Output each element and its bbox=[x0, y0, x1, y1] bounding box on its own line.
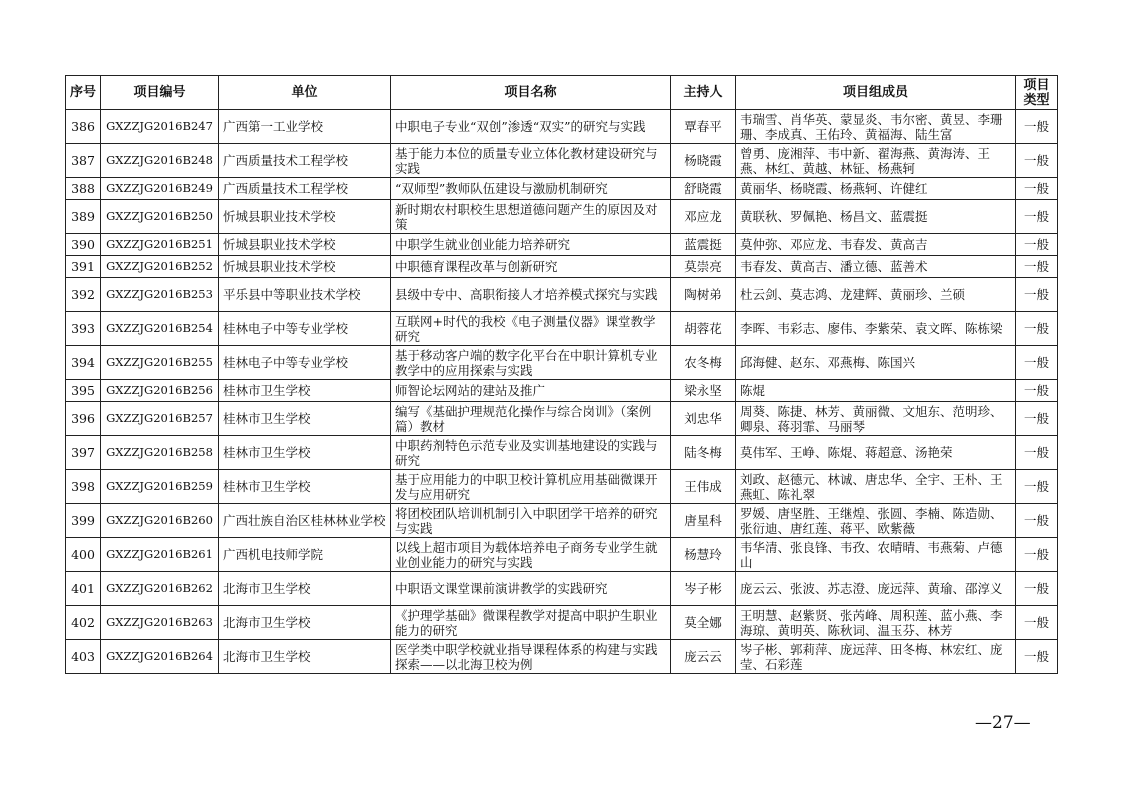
cell-host: 唐星科 bbox=[671, 504, 736, 538]
cell-host: 陶树弟 bbox=[671, 278, 736, 312]
cell-seq: 388 bbox=[66, 178, 101, 200]
cell-code: GXZZJG2016B261 bbox=[101, 538, 219, 572]
cell-type: 一般 bbox=[1016, 470, 1058, 504]
cell-code: GXZZJG2016B251 bbox=[101, 234, 219, 256]
cell-members: 邱海健、赵东、邓燕梅、陈国兴 bbox=[736, 346, 1016, 380]
table-row bbox=[66, 436, 1058, 470]
cell-host: 杨晓霞 bbox=[671, 144, 736, 178]
cell-name: 将团校团队培训机制引入中职团学干培养的研究与实践 bbox=[391, 504, 671, 538]
cell-unit: 桂林市卫生学校 bbox=[219, 402, 391, 436]
cell-type: 一般 bbox=[1016, 380, 1058, 402]
cell-code: GXZZJG2016B252 bbox=[101, 256, 219, 278]
cell-members: 韦华清、张良锋、韦孜、农晴晴、韦燕菊、卢德山 bbox=[736, 538, 1016, 572]
cell-host: 梁永坚 bbox=[671, 380, 736, 402]
table-body bbox=[66, 110, 1058, 674]
cell-members: 罗媛、唐坚胜、王继煌、张圆、李楠、陈造勋、张衍迪、唐红莲、蒋平、欧紫薇 bbox=[736, 504, 1016, 538]
table-row bbox=[66, 470, 1058, 504]
cell-unit: 广西壮族自治区桂林林业学校 bbox=[219, 504, 391, 538]
cell-members: 韦瑞雪、肖华英、蒙显炎、韦尔密、黄昱、李珊珊、李成真、王佑玲、黄福海、陆生富 bbox=[736, 110, 1016, 144]
table-row bbox=[66, 256, 1058, 278]
cell-name: “双师型”教师队伍建设与激励机制研究 bbox=[391, 178, 671, 200]
cell-unit: 平乐县中等职业技术学校 bbox=[219, 278, 391, 312]
cell-type: 一般 bbox=[1016, 436, 1058, 470]
table-row bbox=[66, 346, 1058, 380]
cell-members: 曾勇、庞湘萍、韦中新、翟海燕、黄海涛、王燕、林红、黄越、林钲、杨燕轲 bbox=[736, 144, 1016, 178]
cell-type: 一般 bbox=[1016, 178, 1058, 200]
cell-name: 以线上超市项目为载体培养电子商务专业学生就业创业能力的研究与实践 bbox=[391, 538, 671, 572]
cell-type: 一般 bbox=[1016, 278, 1058, 312]
cell-type: 一般 bbox=[1016, 402, 1058, 436]
header-seq: 序号 bbox=[66, 76, 101, 110]
cell-name: 师智论坛网站的建站及推广 bbox=[391, 380, 671, 402]
cell-members: 黄联秋、罗佩艳、杨昌文、蓝震挺 bbox=[736, 200, 1016, 234]
cell-seq: 391 bbox=[66, 256, 101, 278]
cell-name: 中职学生就业创业能力培养研究 bbox=[391, 234, 671, 256]
cell-members: 庞云云、张波、苏志澄、庞远萍、黄瑜、邵淳义 bbox=[736, 572, 1016, 606]
cell-seq: 394 bbox=[66, 346, 101, 380]
cell-unit: 北海市卫生学校 bbox=[219, 640, 391, 674]
cell-name: 中职语文课堂课前演讲教学的实践研究 bbox=[391, 572, 671, 606]
table-row bbox=[66, 234, 1058, 256]
cell-host: 莫崇亮 bbox=[671, 256, 736, 278]
cell-unit: 北海市卫生学校 bbox=[219, 572, 391, 606]
cell-code: GXZZJG2016B250 bbox=[101, 200, 219, 234]
project-table bbox=[65, 75, 1058, 674]
header-unit: 单位 bbox=[219, 76, 391, 110]
cell-type: 一般 bbox=[1016, 234, 1058, 256]
header-members: 项目组成员 bbox=[736, 76, 1016, 110]
cell-seq: 399 bbox=[66, 504, 101, 538]
cell-members: 莫仲弥、邓应龙、韦春发、黄高吉 bbox=[736, 234, 1016, 256]
table-row bbox=[66, 640, 1058, 674]
cell-name: 县级中专中、高职衔接人才培养模式探究与实践 bbox=[391, 278, 671, 312]
cell-unit: 忻城县职业技术学校 bbox=[219, 200, 391, 234]
cell-members: 陈焜 bbox=[736, 380, 1016, 402]
cell-unit: 广西质量技术工程学校 bbox=[219, 144, 391, 178]
cell-unit: 广西质量技术工程学校 bbox=[219, 178, 391, 200]
cell-unit: 忻城县职业技术学校 bbox=[219, 234, 391, 256]
table-row bbox=[66, 402, 1058, 436]
cell-unit: 桂林电子中等专业学校 bbox=[219, 346, 391, 380]
cell-seq: 386 bbox=[66, 110, 101, 144]
header-host: 主持人 bbox=[671, 76, 736, 110]
table-row bbox=[66, 144, 1058, 178]
cell-unit: 桂林市卫生学校 bbox=[219, 436, 391, 470]
cell-code: GXZZJG2016B262 bbox=[101, 572, 219, 606]
cell-type: 一般 bbox=[1016, 110, 1058, 144]
cell-type: 一般 bbox=[1016, 572, 1058, 606]
cell-unit: 广西第一工业学校 bbox=[219, 110, 391, 144]
cell-seq: 393 bbox=[66, 312, 101, 346]
header-code: 项目编号 bbox=[101, 76, 219, 110]
cell-members: 莫伟军、王峥、陈焜、蒋超意、汤艳荣 bbox=[736, 436, 1016, 470]
cell-host: 陆冬梅 bbox=[671, 436, 736, 470]
table-row bbox=[66, 110, 1058, 144]
cell-code: GXZZJG2016B249 bbox=[101, 178, 219, 200]
cell-name: 新时期农村职校生思想道德问题产生的原因及对策 bbox=[391, 200, 671, 234]
cell-code: GXZZJG2016B260 bbox=[101, 504, 219, 538]
cell-seq: 402 bbox=[66, 606, 101, 640]
cell-host: 王伟成 bbox=[671, 470, 736, 504]
table-row bbox=[66, 200, 1058, 234]
table-row bbox=[66, 312, 1058, 346]
table-row bbox=[66, 572, 1058, 606]
cell-seq: 401 bbox=[66, 572, 101, 606]
cell-seq: 403 bbox=[66, 640, 101, 674]
cell-host: 邓应龙 bbox=[671, 200, 736, 234]
cell-type: 一般 bbox=[1016, 640, 1058, 674]
cell-unit: 忻城县职业技术学校 bbox=[219, 256, 391, 278]
table-row bbox=[66, 380, 1058, 402]
cell-code: GXZZJG2016B257 bbox=[101, 402, 219, 436]
cell-host: 覃春平 bbox=[671, 110, 736, 144]
cell-members: 李晖、韦彩志、廖伟、李紫荣、袁文晖、陈栋梁 bbox=[736, 312, 1016, 346]
cell-name: 基于能力本位的质量专业立体化教材建设研究与实践 bbox=[391, 144, 671, 178]
cell-code: GXZZJG2016B247 bbox=[101, 110, 219, 144]
cell-host: 莫全娜 bbox=[671, 606, 736, 640]
cell-seq: 390 bbox=[66, 234, 101, 256]
cell-name: 中职电子专业“双创”渗透“双实”的研究与实践 bbox=[391, 110, 671, 144]
cell-seq: 389 bbox=[66, 200, 101, 234]
cell-host: 庞云云 bbox=[671, 640, 736, 674]
cell-host: 杨慧玲 bbox=[671, 538, 736, 572]
cell-unit: 桂林市卫生学校 bbox=[219, 380, 391, 402]
cell-type: 一般 bbox=[1016, 504, 1058, 538]
cell-unit: 桂林电子中等专业学校 bbox=[219, 312, 391, 346]
cell-members: 刘政、赵德元、林诚、唐忠华、全宇、王朴、王燕虹、陈礼翠 bbox=[736, 470, 1016, 504]
table-row bbox=[66, 538, 1058, 572]
cell-name: 互联网+时代的我校《电子测量仪器》课堂教学研究 bbox=[391, 312, 671, 346]
cell-code: GXZZJG2016B255 bbox=[101, 346, 219, 380]
cell-name: 基于应用能力的中职卫校计算机应用基础微课开发与应用研究 bbox=[391, 470, 671, 504]
cell-type: 一般 bbox=[1016, 200, 1058, 234]
cell-members: 黄丽华、杨晓霞、杨燕轲、许健红 bbox=[736, 178, 1016, 200]
cell-members: 周葵、陈捷、林芳、黄丽微、文旭东、范明珍、卿泉、蒋羽霏、马丽琴 bbox=[736, 402, 1016, 436]
cell-host: 农冬梅 bbox=[671, 346, 736, 380]
cell-host: 蓝震挺 bbox=[671, 234, 736, 256]
cell-members: 韦春发、黄高吉、潘立德、蓝善术 bbox=[736, 256, 1016, 278]
cell-code: GXZZJG2016B254 bbox=[101, 312, 219, 346]
cell-seq: 392 bbox=[66, 278, 101, 312]
cell-unit: 广西机电技师学院 bbox=[219, 538, 391, 572]
cell-code: GXZZJG2016B259 bbox=[101, 470, 219, 504]
cell-code: GXZZJG2016B263 bbox=[101, 606, 219, 640]
table-row bbox=[66, 606, 1058, 640]
cell-code: GXZZJG2016B258 bbox=[101, 436, 219, 470]
cell-seq: 395 bbox=[66, 380, 101, 402]
cell-code: GXZZJG2016B248 bbox=[101, 144, 219, 178]
cell-seq: 400 bbox=[66, 538, 101, 572]
cell-code: GXZZJG2016B256 bbox=[101, 380, 219, 402]
cell-seq: 387 bbox=[66, 144, 101, 178]
page-number: —27— bbox=[975, 713, 1031, 733]
cell-name: 编写《基础护理规范化操作与综合岗训》（案例篇）教材 bbox=[391, 402, 671, 436]
cell-type: 一般 bbox=[1016, 346, 1058, 380]
header-type: 项目类型 bbox=[1016, 76, 1058, 110]
cell-type: 一般 bbox=[1016, 256, 1058, 278]
cell-host: 胡蓉花 bbox=[671, 312, 736, 346]
cell-type: 一般 bbox=[1016, 606, 1058, 640]
cell-code: GXZZJG2016B264 bbox=[101, 640, 219, 674]
cell-name: 《护理学基础》微课程教学对提高中职护生职业能力的研究 bbox=[391, 606, 671, 640]
cell-host: 舒晓霞 bbox=[671, 178, 736, 200]
cell-seq: 397 bbox=[66, 436, 101, 470]
cell-members: 岑子彬、郭莉萍、庞远萍、田冬梅、林宏红、庞莹、石彩莲 bbox=[736, 640, 1016, 674]
cell-code: GXZZJG2016B253 bbox=[101, 278, 219, 312]
cell-type: 一般 bbox=[1016, 538, 1058, 572]
table-row bbox=[66, 504, 1058, 538]
header-name: 项目名称 bbox=[391, 76, 671, 110]
cell-unit: 北海市卫生学校 bbox=[219, 606, 391, 640]
cell-host: 岑子彬 bbox=[671, 572, 736, 606]
cell-host: 刘忠华 bbox=[671, 402, 736, 436]
table-row bbox=[66, 178, 1058, 200]
cell-name: 中职药剂特色示范专业及实训基地建设的实践与研究 bbox=[391, 436, 671, 470]
cell-name: 中职德育课程改革与创新研究 bbox=[391, 256, 671, 278]
table-row bbox=[66, 278, 1058, 312]
cell-type: 一般 bbox=[1016, 144, 1058, 178]
cell-members: 杜云剑、莫志鸿、龙建辉、黄丽珍、兰硕 bbox=[736, 278, 1016, 312]
cell-name: 医学类中职学校就业指导课程体系的构建与实践探索——以北海卫校为例 bbox=[391, 640, 671, 674]
cell-members: 王明慧、赵紫贤、张芮峰、周积莲、蓝小燕、李海琼、黄明英、陈秋词、温玉芬、林芳 bbox=[736, 606, 1016, 640]
table-header-row bbox=[66, 76, 1058, 110]
cell-type: 一般 bbox=[1016, 312, 1058, 346]
cell-unit: 桂林市卫生学校 bbox=[219, 470, 391, 504]
cell-name: 基于移动客户端的数字化平台在中职计算机专业教学中的应用探索与实践 bbox=[391, 346, 671, 380]
cell-seq: 396 bbox=[66, 402, 101, 436]
cell-seq: 398 bbox=[66, 470, 101, 504]
